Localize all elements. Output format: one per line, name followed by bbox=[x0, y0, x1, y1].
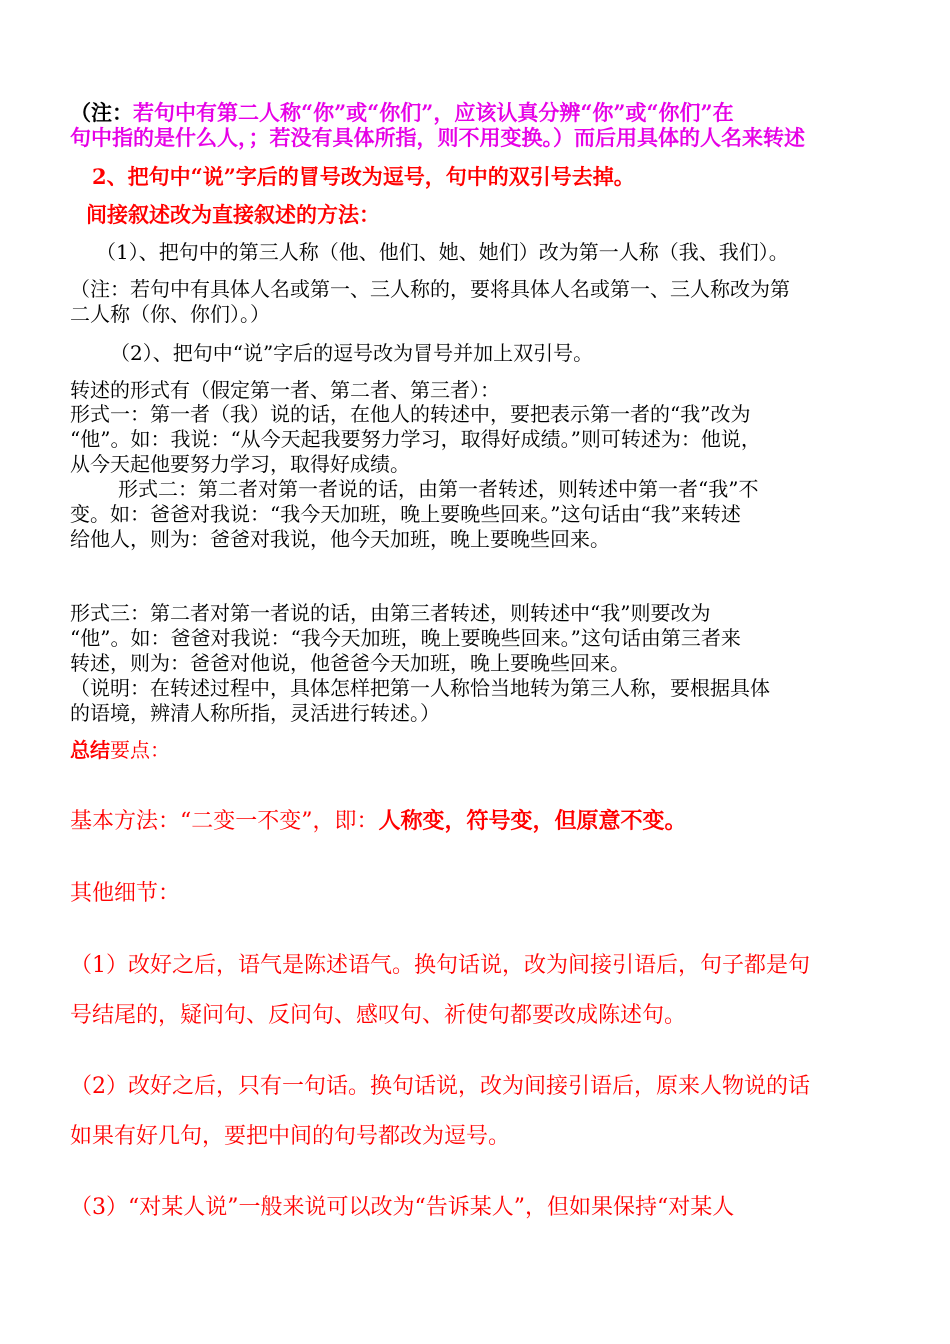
form2-line2: 变。如：爸爸对我说：“我今天加班，晚上要晚些回来。”这句话由“我”来转述 bbox=[70, 502, 741, 526]
step-i1: （1）、把句中的第三人称（他、他们、她、她们）改为第一人称（我、我们）。 bbox=[96, 240, 789, 264]
note1-line2: 句中指的是什么人，；若没有具体所指，则不用变换。）而后用具体的人名来转述 bbox=[70, 125, 805, 150]
summary-bold: 总结 bbox=[70, 738, 110, 762]
basic-method-label: 基本方法：“二变一不变”，即： bbox=[70, 809, 379, 834]
detail3-line1: （3）“对某人说”一般来说可以改为“告诉某人”，但如果保持“对某人 bbox=[70, 1195, 735, 1220]
form1-line3: 从今天起他要努力学习，取得好成绩。 bbox=[70, 452, 410, 476]
detail1-line2: 号结尾的，疑问句、反问句、感叹句、祈使句都要改成陈述句。 bbox=[70, 1003, 687, 1028]
form3-line3: 转述，则为：爸爸对他说，他爸爸今天加班，晚上要晚些回来。 bbox=[70, 651, 630, 675]
form3-line1: 形式三：第二者对第一者说的话，由第三者转述，则转述中“我”则要改为 bbox=[70, 601, 711, 625]
form1-line2: “他”。如：我说：“从今天起我要努力学习，取得好成绩。”则可转述为：他说， bbox=[70, 427, 761, 451]
note2-line2: 二人称（你、你们）。） bbox=[70, 302, 270, 326]
form3-line2: “他”。如：爸爸对我说：“我今天加班，晚上要晚些回来。”这句话由第三者来 bbox=[70, 626, 741, 650]
forms-intro: 转述的形式有（假定第一者、第二者、第三者）： bbox=[70, 378, 500, 402]
step-i2: （2）、把句中“说”字后的逗号改为冒号并加上双引号。 bbox=[110, 341, 594, 365]
form2-line1: 形式二：第二者对第一者说的话，由第一者转述，则转述中第一者“我”不 bbox=[118, 477, 759, 501]
form1-line1: 形式一：第一者（我）说的话，在他人的转述中，要把表示第一者的“我”改为 bbox=[70, 402, 751, 426]
note1-prefix: （注： bbox=[70, 100, 133, 125]
form2-line3: 给他人，则为：爸爸对我说，他今天加班，晚上要晚些回来。 bbox=[70, 527, 610, 551]
explanation-line2: 的语境，辨清人称所指，灵活进行转述。） bbox=[70, 701, 440, 725]
detail2-line1: （2）改好之后，只有一句话。换句话说，改为间接引语后，原来人物说的话 bbox=[70, 1074, 810, 1099]
basic-method-rule: 人称变，符号变，但原意不变。 bbox=[378, 808, 687, 834]
detail1-line1: （1）改好之后，语气是陈述语气。换句话说，改为间接引语后，句子都是句 bbox=[70, 953, 810, 978]
note1-text: 若句中有第二人称“你”或“你们”，应该认真分辨“你”或“你们”在 bbox=[133, 100, 734, 125]
basic-method bbox=[70, 804, 687, 835]
detail2-line2: 如果有好几句，要把中间的句号都改为逗号。 bbox=[70, 1124, 511, 1149]
note2-line1: （注：若句中有具体人名或第一、三人称的，要将具体人名或第一、三人称改为第 bbox=[70, 277, 790, 301]
step2-heading: 2、把句中“说”字后的冒号改为逗号，句中的双引号去掉。 bbox=[92, 164, 635, 189]
indirect-to-direct-heading: 间接叙述改为直接叙述的方法： bbox=[86, 202, 380, 227]
summary-rest: 要点： bbox=[110, 738, 170, 762]
other-details-heading: 其他细节： bbox=[70, 881, 181, 906]
explanation-line1: （说明：在转述过程中，具体怎样把第一人称恰当地转为第三人称，要根据具体 bbox=[70, 676, 770, 700]
summary-heading bbox=[70, 734, 170, 763]
